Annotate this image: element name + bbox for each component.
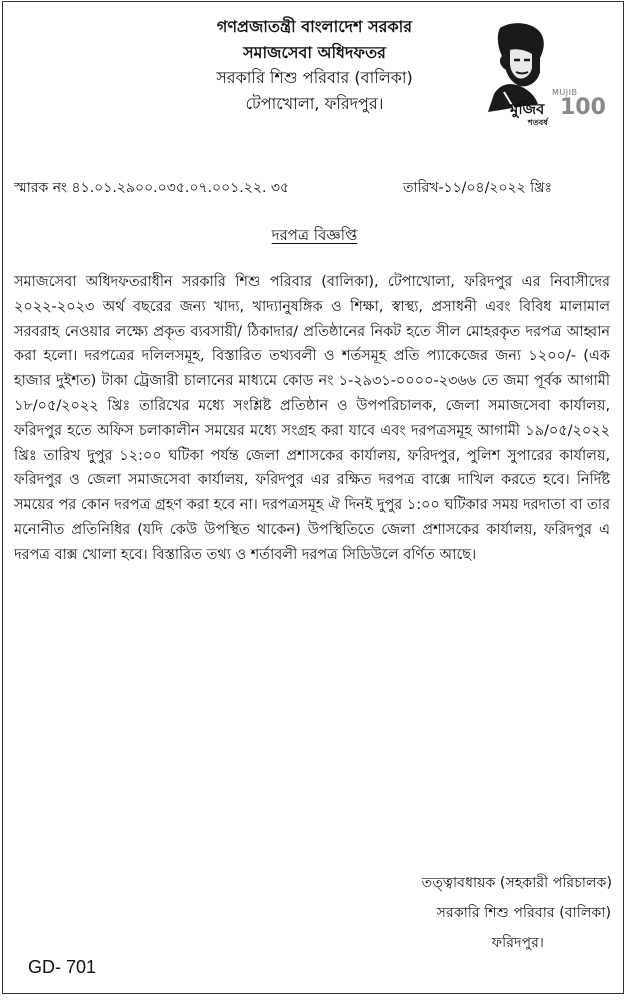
govt-name: গণপ্রজাতন্ত্রী বাংলাদেশ সরকার	[216, 17, 413, 36]
signatory-place: ফরিদপুর।	[491, 935, 544, 951]
institution-address: টেপাখোলা, ফরিদপুর।	[245, 93, 384, 113]
mujib-100-logo	[470, 20, 606, 128]
logo-number: 100	[560, 95, 606, 120]
gd-number: GD- 701	[28, 957, 97, 977]
notice-title	[0, 224, 629, 249]
logo-text-bn: মুজিব	[510, 100, 545, 118]
signatory-designation: তত্ত্বাবধায়ক (সহকারী পরিচালক)	[421, 875, 612, 891]
notice-body: সমাজসেবা অধিদফতরাধীন সরকারি শিশু পরিবার (বালিকা), টেপাখোলা, ফরিদপুর এর নিবাসীদের ২০২২-২০২৩ অর্থ বছরের জন্য খাদ্য, খাদ্যানুষঙ্গিক ও শিক্ষা, স্বাস্থ্য, প্রসাধনী এবং বিবিধ মালামাল সরবরাহ নেওয়ার লক্ষ্যে প্রকৃত ব্যবসায়ী/ ঠিকাদার/ প্রতিষ্ঠানের নিকট হতে সীল মোহরকৃত দরপত্র আহ্বান করা হলো। দরপত্রের দলিলসমূহ, বিস্তারিত তথ্যবলী ও শর্তসমূহ প্রতি প্যাকেজের জন্য ১২০০/- (এক হাজার দুইশত) টাকা ট্রেজারী চালানের মাধ্যমে কোড নং ১-২৯৩১-০০০০-২৩৬৬ তে জমা পূর্বক আগামী ১৮/০৫/২০২২ খ্রিঃ তারিখের মধ্যে সংশ্লিষ্ট প্রতিষ্ঠান ও উপপরিচালক, জেলা সমাজসেবা কার্যালয়, ফরিদপুর হতে অফিস চলাকালীন সময়ের মধ্যে সংগ্রহ করা যাবে এবং দরপত্রসমূহ আগামী ১৯/০৫/২০২২ খ্রিঃ তারিখ দুপুর ১২:০০ ঘটিকা পর্যন্ত জেলা প্রশাসকের কার্যালয়, ফরিদপুর, পুলিশ সুপারের কার্যালয়, ফরিদপুর ও জেলা সমাজসেবা কার্যালয়, ফরিদপুর এর রক্ষিত দরপত্র বাক্সে দাখিল করতে হবে। নির্দিষ্ট সময়ের পর কোন দরপত্র গ্রহণ করা হবে না। দরপত্রসমূহ ঐ দিনই দুপুর ১:০০ ঘটিকার সময় দরদাতা বা তার মনোনীত প্রতিনিধির (যদি কেউ উপস্থিত থাকেন) উপস্থিতিতে জেলা প্রশাসকের কার্যালয়, ফরিদপুর এ দরপত্র বাক্স খোলা হবে। বিস্তারিত তথ্য ও শর্তাবলী দরপত্র সিডিউলে বর্ণিত আছে।	[14, 273, 610, 563]
issue-date: তারিখ-১১/০৪/২০২২ খ্রিঃ	[403, 180, 553, 196]
notice-title-text: দরপত্র বিজ্ঞপ্তি	[271, 226, 358, 244]
institution-name: সরকারি শিশু পরিবার (বালিকা)	[216, 68, 413, 87]
department-name: সমাজসেবা অধিদফতর	[243, 42, 386, 62]
logo-text-en: MUJIB	[552, 88, 578, 97]
memo-number: স্মারক নং ৪১.০১.২৯০০.০৩৫.০৭.০০১.২২. ৩৫	[14, 180, 290, 196]
signatory-office: সরকারি শিশু পরিবার (বালিকা)	[436, 905, 611, 921]
signature-block	[0, 868, 612, 958]
logo-sub-bn: শতবর্ষ	[528, 118, 548, 127]
reference-row	[0, 176, 629, 198]
